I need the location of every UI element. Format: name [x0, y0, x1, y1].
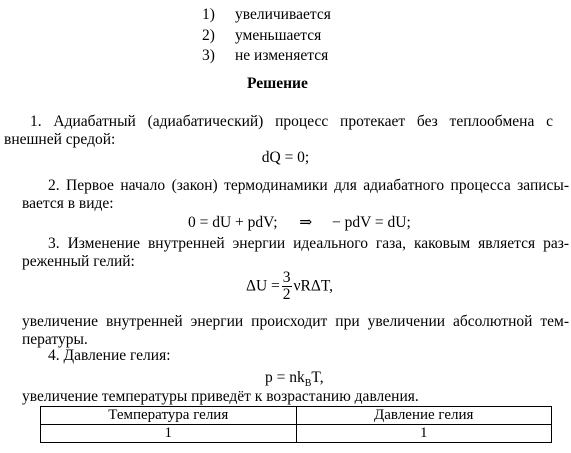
fraction-denominator: 2 [282, 286, 291, 303]
option-number: 3) [202, 47, 215, 64]
table-cell-temperature: 1 [41, 425, 297, 443]
option-text: увеличивается [235, 6, 331, 23]
option-2 [202, 27, 321, 45]
paragraph-1-line-1: 1. Адиабатный (адиабатический) процесс протекает без теплообмена с [30, 113, 553, 130]
option-text: уменьшается [235, 27, 322, 44]
formula-pressure-subscript: B [304, 378, 312, 390]
formula-internal-energy [246, 270, 333, 303]
paragraph-3b-line-1: увеличение внутренней энергии происходит при увеличении абсолютной тем- [22, 313, 569, 330]
solution-heading: Решение [247, 75, 308, 92]
formula-first-law-right: − pdV = dU; [332, 214, 411, 231]
formula-pressure-end: T, [311, 369, 324, 386]
option-1 [202, 6, 331, 24]
fraction-numerator: 3 [282, 269, 291, 286]
formula-first-law-left: 0 = dU + pdV; [188, 214, 278, 231]
paragraph-4-line-1: 4. Давление гелия: [48, 347, 171, 364]
answer-table [40, 406, 552, 443]
formula-first-law [188, 213, 411, 232]
option-number: 2) [202, 27, 215, 44]
option-3 [202, 47, 328, 65]
paragraph-3-line-1: 3. Изменение внутренней энергии идеального газа, каковым является раз- [48, 235, 569, 252]
option-number: 1) [202, 6, 215, 23]
table-header-pressure: Давление гелия [296, 407, 552, 425]
paragraph-4b-line-1: увеличение температуры приведёт к возрастанию давления. [22, 388, 419, 405]
paragraph-1-line-2: внешней средой: [4, 131, 116, 148]
formula-pressure-main: p = nk [265, 369, 305, 386]
formula-internal-energy-left: ΔU = [246, 277, 280, 295]
paragraph-2-line-2: вается в виде: [22, 195, 114, 212]
option-text: не изменяется [235, 47, 329, 64]
table-row [41, 425, 552, 443]
paragraph-3b-line-2: пературы. [22, 331, 88, 348]
table-cell-pressure: 1 [296, 425, 552, 443]
implies-arrow: ⇒ [299, 214, 313, 231]
table-header-row [41, 407, 552, 425]
paragraph-3-line-2: реженный гелий: [22, 253, 135, 270]
formula-heat: dQ = 0; [261, 149, 310, 166]
fraction-three-halves [282, 270, 292, 303]
table-header-temperature: Температура гелия [41, 407, 297, 425]
formula-internal-energy-right: νRΔT, [293, 277, 334, 295]
formula-pressure [265, 369, 324, 389]
paragraph-2-line-1: 2. Первое начало (закон) термодинамики для адиабатного процесса записы- [48, 177, 569, 194]
